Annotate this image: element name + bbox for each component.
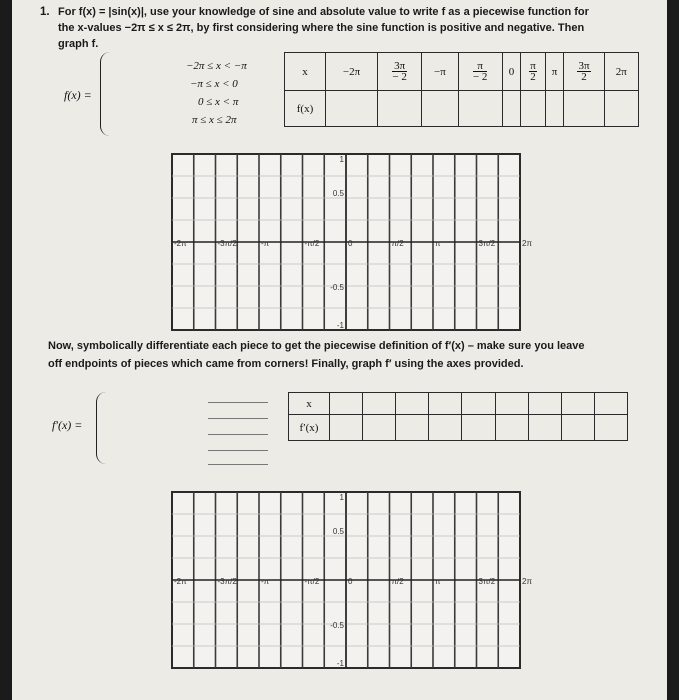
table2-y-cell[interactable] [528, 415, 561, 441]
table2-x-cell[interactable] [429, 393, 462, 415]
table1-y-cell[interactable] [422, 91, 458, 127]
f-interval-3: 0 ≤ x < π [198, 96, 239, 108]
instructions-line-1: Now, symbolically differentiate each piece to get the piecewise definition of f′(x) – make sure you leave [48, 340, 585, 352]
problem-number: 1. [40, 6, 50, 18]
graph2-x-tick-label: 0 [348, 577, 353, 586]
f-interval-1: −2π ≤ x < −π [186, 60, 247, 72]
f-piecewise-label: f(x) = [64, 88, 92, 102]
fprime-blank-1[interactable] [208, 402, 268, 403]
fprime-blank-2[interactable] [208, 418, 268, 419]
values-table-fprime [288, 392, 628, 441]
fprime-brace [96, 392, 109, 464]
table1-y-cell[interactable] [326, 91, 378, 127]
table2-y-cell[interactable] [396, 415, 429, 441]
graph2-y-tick-label: -1 [336, 659, 344, 668]
graph1-x-tick-label: π/2 [391, 239, 404, 248]
graph1-x-tick-label: π [435, 239, 441, 248]
table1-x-header: x [285, 53, 326, 91]
table1-x-cell: $\frac{\pi}{- 2}$ [458, 53, 502, 91]
table1-y-cell[interactable] [458, 91, 502, 127]
f-interval-4: π ≤ x ≤ 2π [192, 114, 237, 126]
table1-y-cell[interactable] [604, 91, 638, 127]
table2-x-cell[interactable] [462, 393, 495, 415]
graph1-y-tick-label: 0.5 [332, 189, 344, 198]
table1-y-header: f(x) [285, 91, 326, 127]
problem-line-1: For f(x) = |sin(x)|, use your knowledge of sine and absolute value to write f as a piecewise function for [58, 6, 589, 18]
table2-x-cell[interactable] [330, 393, 363, 415]
graph2-x-tick-label: 3π/2 [478, 577, 496, 586]
table1-x-cell: 2π [604, 53, 638, 91]
graph2-y-tick-label: 1 [339, 493, 344, 502]
fprime-piecewise-label: f′(x) = [52, 418, 83, 432]
table2-y-cell[interactable] [330, 415, 363, 441]
f-brace [100, 52, 113, 136]
instructions-line-2: off endpoints of pieces which came from corners! Finally, graph f′ using the axes provided. [48, 358, 524, 370]
worksheet-page [12, 0, 667, 700]
graph1-x-tick-label: 2π [522, 239, 532, 248]
graph1-y-tick-label: -1 [336, 321, 344, 330]
table2-x-cell[interactable] [363, 393, 396, 415]
problem-line-3: graph f. [58, 38, 99, 50]
graph2-x-tick-label: -3π/2 [217, 577, 237, 586]
graph1-x-tick-label: -π/2 [304, 239, 320, 248]
table2-y-header: f′(x) [289, 415, 330, 441]
table2-y-cell[interactable] [594, 415, 627, 441]
table1-y-cell[interactable] [521, 91, 545, 127]
fprime-blank-4[interactable] [208, 450, 268, 451]
table2-x-header: x [289, 393, 330, 415]
table2-y-cell[interactable] [429, 415, 462, 441]
graph2-x-tick-label: 2π [522, 577, 532, 586]
graph1-x-tick-label: -3π/2 [217, 239, 237, 248]
table1-x-cell: $\frac{3\pi}{2}$ [564, 53, 604, 91]
graph2-x-tick-label: -2π [174, 577, 187, 586]
graph2-x-tick-label: π [435, 577, 441, 586]
table2-y-cell[interactable] [495, 415, 528, 441]
graph1-y-tick-label: -0.5 [330, 283, 344, 292]
graph2-y-tick-label: -0.5 [330, 621, 344, 630]
graph2-x-tick-label: π/2 [391, 577, 404, 586]
table1-y-cell[interactable] [545, 91, 564, 127]
graph1-y-tick-label: 1 [339, 155, 344, 164]
table2-x-cell[interactable] [396, 393, 429, 415]
table2-y-cell[interactable] [561, 415, 594, 441]
table1-x-cell: −2π [326, 53, 378, 91]
table2-x-cell[interactable] [561, 393, 594, 415]
table1-y-cell[interactable] [564, 91, 604, 127]
table2-y-cell[interactable] [462, 415, 495, 441]
table1-x-cell: $\frac{3\pi}{- 2}$ [378, 53, 422, 91]
table1-x-cell: −π [422, 53, 458, 91]
graph2-x-tick-label: -π [261, 577, 270, 586]
table1-x-cell: π [545, 53, 564, 91]
fprime-blank-3[interactable] [208, 434, 268, 435]
table2-x-cell[interactable] [528, 393, 561, 415]
fprime-blank-5[interactable] [208, 464, 268, 465]
f-interval-2: −π ≤ x < 0 [190, 78, 238, 90]
graph-f-axes[interactable] [164, 150, 532, 334]
table1-y-cell[interactable] [502, 91, 521, 127]
problem-line-2: the x-values −2π ≤ x ≤ 2π, by first considering where the sine function is positive and negative. Then [58, 22, 585, 34]
graph1-x-tick-label: -2π [174, 239, 187, 248]
graph1-x-tick-label: -π [261, 239, 270, 248]
table1-x-cell: $\frac{\pi}{2}$ [521, 53, 545, 91]
graph2-y-tick-label: 0.5 [332, 527, 344, 536]
graph-fprime-axes[interactable] [164, 488, 532, 672]
graph1-x-tick-label: 3π/2 [478, 239, 496, 248]
table1-y-cell[interactable] [378, 91, 422, 127]
table2-y-cell[interactable] [363, 415, 396, 441]
table2-x-cell[interactable] [594, 393, 627, 415]
graph2-x-tick-label: -π/2 [304, 577, 320, 586]
table2-x-cell[interactable] [495, 393, 528, 415]
table1-x-cell: 0 [502, 53, 521, 91]
values-table-f [284, 52, 639, 127]
graph1-x-tick-label: 0 [348, 239, 353, 248]
